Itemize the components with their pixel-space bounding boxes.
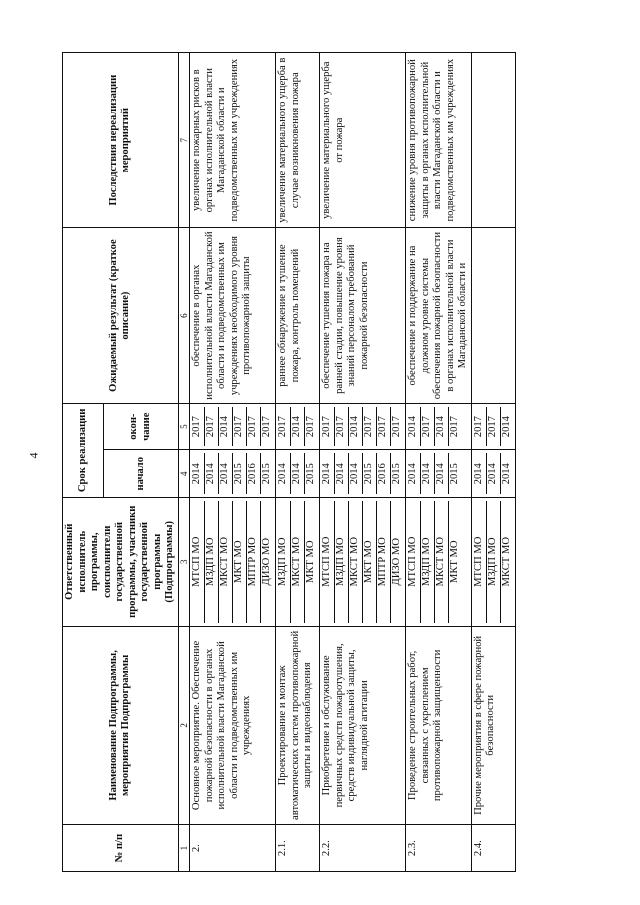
start-entry: 2015: [449, 463, 461, 485]
executor-entry: МКТ МО: [449, 540, 461, 584]
executor-entry: МПТР МО: [247, 501, 261, 623]
header-row: [63, 53, 104, 872]
executor-entry: МТСП МО: [473, 501, 487, 623]
end-entry: 2017: [321, 407, 335, 447]
end-entry: 2017: [487, 407, 501, 447]
row-starts: [471, 450, 515, 497]
row-ends: [471, 403, 515, 450]
executor-entry: МЗДП МО: [277, 501, 291, 623]
header-executor: Ответственный исполнитель программы, соисполнители государственной программы, участники государственной программы (Подпрограммы): [63, 497, 179, 626]
executor-entry: МЗДП МО: [335, 501, 349, 623]
start-entry: 2014: [219, 454, 233, 494]
start-entry: 2014: [421, 454, 435, 494]
row-executors: [320, 497, 406, 626]
start-entry: 2016: [247, 454, 261, 494]
start-entry: 2014: [335, 454, 349, 494]
end-entry: 2017: [233, 407, 247, 447]
end-entry: 2017: [191, 407, 205, 447]
end-entry: 2014: [219, 407, 233, 447]
start-entry: 2016: [377, 454, 391, 494]
header-end: окон-чание: [104, 403, 178, 450]
end-entry: 2017: [473, 407, 487, 447]
table-row: [406, 53, 472, 872]
executor-entry: МКСТ МО: [291, 501, 305, 623]
end-entry: 2014: [500, 416, 512, 438]
start-entry: 2014: [407, 454, 421, 494]
row-consequence: снижение уровня противопожарной защиты в органах исполнительной власти Магаданской области и подведомственных им учреждениях: [406, 53, 472, 228]
executor-entry: ДИЗО МО: [391, 537, 403, 586]
start-entry: 2015: [261, 463, 273, 485]
row-result: раннее обнаружение и тушение пожара, контроль помещений: [276, 228, 320, 403]
page-number: 4: [26, 452, 41, 459]
activities-table: [62, 52, 516, 872]
end-entry: 2017: [391, 416, 403, 438]
row-consequence: увеличение материального ущерба в случае возникновения пожара: [276, 53, 320, 228]
end-entry: 2017: [277, 407, 291, 447]
column-number: 2: [178, 626, 190, 825]
executor-entry: МКТ МО: [363, 501, 377, 623]
start-entry: 2014: [321, 454, 335, 494]
executor-entry: МКТ МО: [233, 501, 247, 623]
row-name: Основное мероприятие. Обеспечение пожарной безопасности в органах исполнительной власти Магаданской области и подведомственных им учреждениях: [190, 626, 276, 825]
row-executors: [276, 497, 320, 626]
executor-entry: МТСП МО: [321, 501, 335, 623]
column-number: 7: [178, 53, 190, 228]
row-number: 2.2.: [320, 825, 406, 872]
executor-entry: МКСТ МО: [219, 501, 233, 623]
end-entry: 2017: [335, 407, 349, 447]
header-consequence: Последствия нереализации мероприятий: [63, 53, 179, 228]
executor-entry: МТСП МО: [191, 501, 205, 623]
row-result: обеспечение в органах исполнительной власти Магаданской области и подведомственных им учреждениях необходимого уровня противопожарной защиты: [190, 228, 276, 403]
column-number: 3: [178, 497, 190, 626]
executor-entry: МКСТ МО: [349, 501, 363, 623]
header-term: Срок реализации: [63, 403, 104, 497]
end-entry: 2017: [247, 407, 261, 447]
start-entry: 2015: [363, 454, 377, 494]
end-entry: 2017: [421, 407, 435, 447]
row-starts: [276, 450, 320, 497]
row-consequence: увеличение материального ущерба от пожара: [320, 53, 406, 228]
row-ends: [190, 403, 276, 450]
row-number: 2.: [190, 825, 276, 872]
executor-entry: ДИЗО МО: [261, 537, 273, 586]
start-entry: 2015: [391, 463, 403, 485]
row-name: Приобретение и обслуживание первичных средств пожаротушения, средств индивидуальной защиты, наглядной агитации: [320, 626, 406, 825]
end-entry: 2017: [305, 416, 317, 438]
executor-entry: МЗДП МО: [205, 501, 219, 623]
row-name: Прочие мероприятия в сфере пожарной безопасности: [471, 626, 515, 825]
row-starts: [406, 450, 472, 497]
start-entry: 2015: [305, 463, 317, 485]
start-entry: 2014: [205, 454, 219, 494]
header-start: начало: [104, 450, 178, 497]
row-consequence: [471, 53, 515, 228]
end-entry: 2017: [363, 407, 377, 447]
row-number: 2.1.: [276, 825, 320, 872]
end-entry: 2017: [261, 416, 273, 438]
row-number: 2.4.: [471, 825, 515, 872]
executor-entry: МЗДП МО: [421, 501, 435, 623]
start-entry: 2014: [349, 454, 363, 494]
row-result: обеспечение и поддержание на должном уровне системы обеспечения пожарной безопасности в органах исполнительной власти Магаданской области и: [406, 228, 472, 403]
executor-entry: МТСП МО: [407, 501, 421, 623]
column-number-row: [178, 53, 190, 872]
executor-entry: МКСТ МО: [435, 501, 449, 623]
header-num: № п/п: [63, 825, 179, 872]
start-entry: 2014: [291, 454, 305, 494]
row-executors: [190, 497, 276, 626]
end-entry: 2014: [407, 407, 421, 447]
row-consequence: увеличение пожарных рисков в органах исполнительной власти Магаданской области и подведомственных им учреждениях: [190, 53, 276, 228]
column-number: 4: [178, 450, 190, 497]
row-ends: [406, 403, 472, 450]
row-name: Проведение строительных работ, связанных с укреплением противопожарной защищенности: [406, 626, 472, 825]
start-entry: 2014: [435, 454, 449, 494]
start-entry: 2014: [191, 454, 205, 494]
executor-entry: МКСТ МО: [500, 537, 512, 587]
table-row: [471, 53, 515, 872]
row-result: [471, 228, 515, 403]
executor-entry: МКТ МО: [305, 540, 317, 584]
table-row: [320, 53, 406, 872]
end-entry: 2014: [435, 407, 449, 447]
end-entry: 2017: [449, 416, 461, 438]
row-ends: [276, 403, 320, 450]
row-starts: [190, 450, 276, 497]
end-entry: 2014: [349, 407, 363, 447]
row-starts: [320, 450, 406, 497]
start-entry: 2014: [500, 463, 512, 485]
column-number: 6: [178, 228, 190, 403]
column-number: 5: [178, 403, 190, 450]
end-entry: 2017: [377, 407, 391, 447]
column-number: 1: [178, 825, 190, 872]
start-entry: 2014: [487, 454, 501, 494]
row-number: 2.3.: [406, 825, 472, 872]
end-entry: 2014: [291, 407, 305, 447]
header-result: Ожидаемый результат (краткое описание): [63, 228, 179, 403]
row-result: обеспечение тушения пожара на ранней стадии, повышение уровня знаний персоналом требований пожарной безопасности: [320, 228, 406, 403]
row-executors: [471, 497, 515, 626]
row-executors: [406, 497, 472, 626]
end-entry: 2017: [205, 407, 219, 447]
start-entry: 2014: [473, 454, 487, 494]
executor-entry: МПТР МО: [377, 501, 391, 623]
row-name: Проектирование и монтаж автоматических систем противопожарной защиты и видеонаблюдения: [276, 626, 320, 825]
table-row: [276, 53, 320, 872]
table-row: [190, 53, 276, 872]
start-entry: 2015: [233, 454, 247, 494]
executor-entry: МЗДП МО: [487, 501, 501, 623]
header-name: Наименование Подпрограммы, мероприятия Подпрограммы: [63, 626, 179, 825]
row-ends: [320, 403, 406, 450]
start-entry: 2014: [277, 454, 291, 494]
